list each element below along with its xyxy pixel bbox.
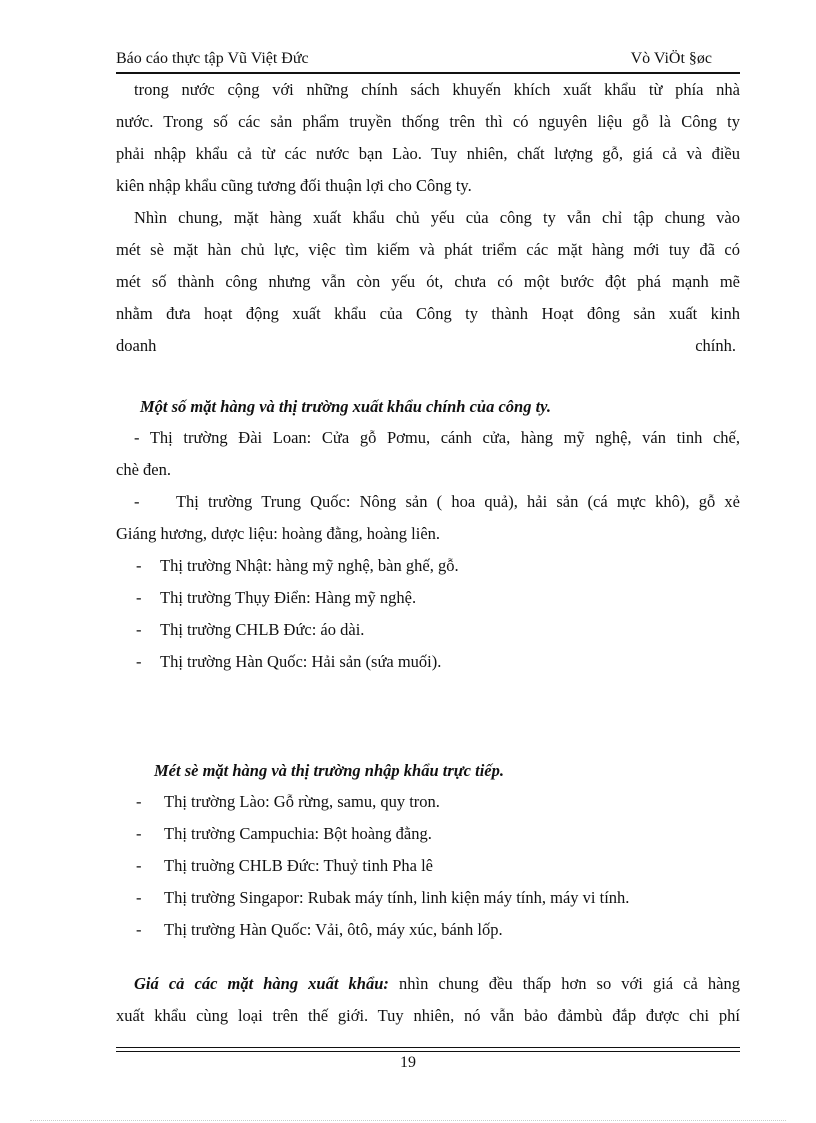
list-item: - Thị trường Campuchia: Bột hoàng đằng. bbox=[136, 824, 432, 843]
para3-line1: Giá cả các mặt hàng xuất khẩu: nhìn chung đều thấp hơn so với giá cả hàng bbox=[134, 974, 740, 993]
list-item: - Thị trường Thụy Điển: Hàng mỹ nghệ. bbox=[136, 588, 417, 607]
para1-line: kiên nhập khẩu cũng tương đối thuận lợi cho Công ty. bbox=[116, 176, 472, 195]
header-author: Vò ViÖt §øc bbox=[630, 50, 712, 67]
header-title: Báo cáo thực tập Vũ Việt Đức bbox=[116, 50, 309, 67]
section2-heading: Mét sè mặt hàng và thị trường nhập khẩu trực tiếp. bbox=[154, 761, 504, 780]
para2-line: mét sè mặt hàn chủ lực, việc tìm kiếm và phát triểm các mặt hàng mới tuy đã có bbox=[116, 240, 740, 259]
page-header bbox=[116, 50, 740, 74]
section1-heading: Một số mặt hàng và thị trường xuất khẩu chính của công ty. bbox=[140, 397, 552, 416]
list-item: - Thị trường CHLB Đức: áo dài. bbox=[136, 620, 365, 639]
page-edge bbox=[30, 1120, 786, 1121]
para1-line: trong nước cộng với những chính sách khuyến khích xuất khẩu từ phía nhà bbox=[134, 80, 740, 99]
para1-line: nước. Trong số các sản phẩm truyền thống trên thì có nguyên liệu gỗ là Công ty bbox=[116, 112, 740, 131]
footer-rule bbox=[116, 1047, 740, 1048]
para3-line2: xuất khẩu cùng loại trên thế giới. Tuy nhiên, nó vẫn bảo đảmbù đắp được chi phí bbox=[116, 1006, 740, 1025]
para2-line: nhằm đưa hoạt động xuất khẩu của Công ty thành Hoạt đông sản xuất kinh bbox=[116, 304, 740, 323]
s1-item2-line: - Thị trường Trung Quốc: Nông sản ( hoa quả), hải sản (cá mực khô), gỗ xẻ bbox=[134, 492, 740, 511]
list-item: - Thị trường Nhật: hàng mỹ nghệ, bàn ghế, gỗ. bbox=[136, 556, 459, 575]
list-item: - Thị trường Hàn Quốc: Vải, ôtô, máy xúc, bánh lốp. bbox=[136, 920, 503, 939]
para2-last-a: doanh bbox=[116, 336, 157, 355]
para2-last-b: chính. bbox=[695, 336, 736, 355]
para2-line: mét số thành công nhưng vẫn còn yếu ót, chưa có một bước đột phá mạnh mẽ bbox=[116, 272, 740, 291]
s1-item1-line: - Thị trường Đài Loan: Cửa gỗ Pơmu, cánh cửa, hàng mỹ nghệ, ván tinh chế, bbox=[134, 428, 740, 447]
list-item: - Thị trường Hàn Quốc: Hải sản (sứa muối). bbox=[136, 652, 442, 671]
para2-line: Nhìn chung, mặt hàng xuất khẩu chủ yếu của công ty vẫn chỉ tập chung vào bbox=[134, 208, 740, 227]
footer-rule bbox=[116, 1051, 740, 1052]
document-body bbox=[116, 74, 740, 1032]
list-item: - Thị trường Lào: Gỗ rừng, samu, quy tron. bbox=[136, 792, 440, 811]
s1-item1-line: chè đen. bbox=[116, 460, 171, 479]
para1-line: phải nhập khẩu cả từ các nước bạn Lào. Tuy nhiên, chất lượng gỗ, giá cả và điều bbox=[116, 144, 740, 163]
list-item: - Thị truờng CHLB Đức: Thuỷ tinh Pha lê bbox=[136, 856, 433, 875]
list-item: - Thị trường Singapor: Rubak máy tính, linh kiện máy tính, máy vi tính. bbox=[136, 888, 630, 907]
page-number: 19 bbox=[400, 1054, 416, 1071]
s1-item2-line: Giáng hương, dược liệu: hoàng đằng, hoàng liên. bbox=[116, 524, 441, 543]
para2-last-line bbox=[116, 330, 740, 362]
para3-bold: Giá cả các mặt hàng xuất khẩu: bbox=[134, 974, 389, 993]
